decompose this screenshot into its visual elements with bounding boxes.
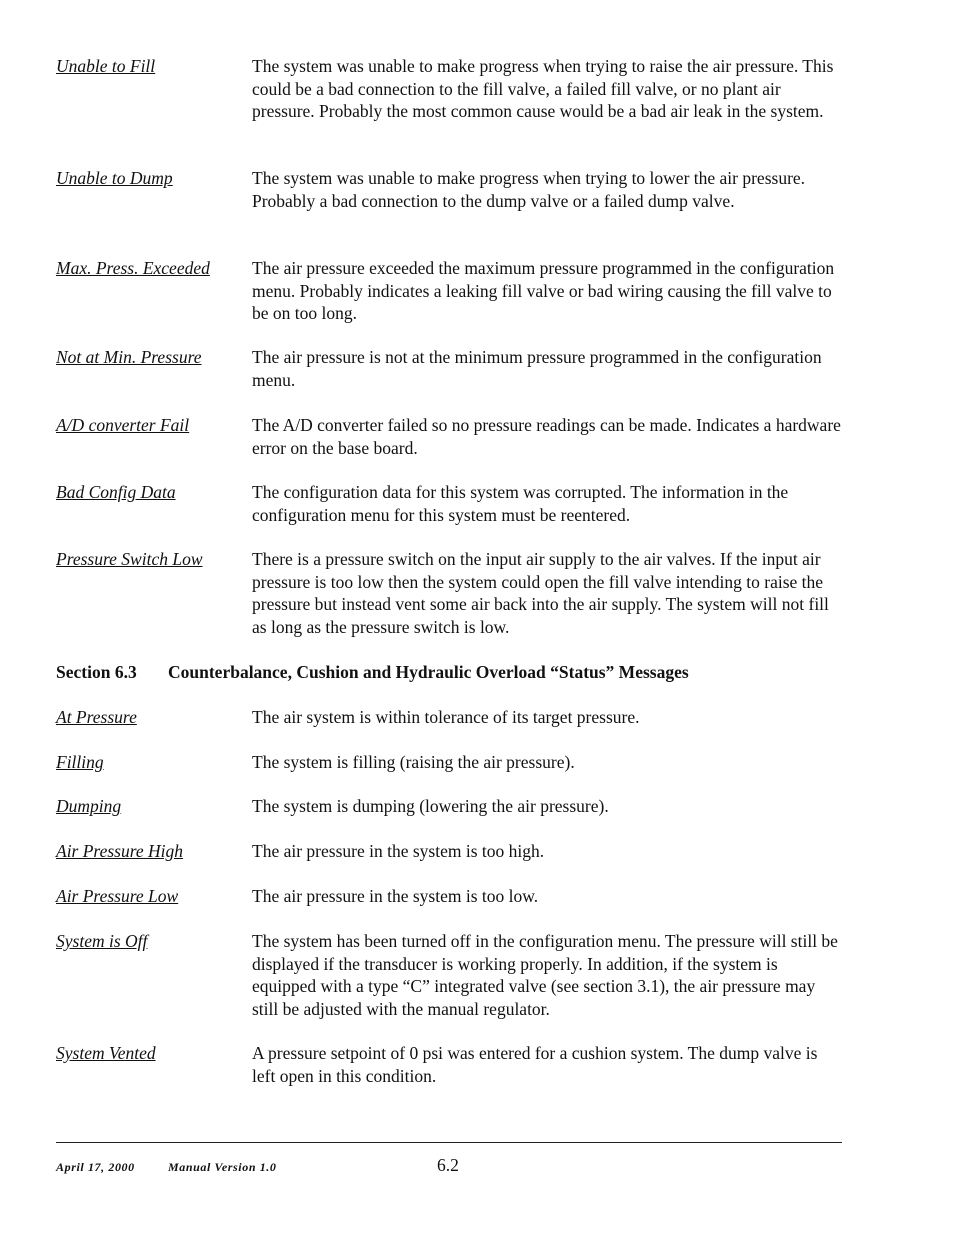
term: Dumping xyxy=(56,796,122,816)
description: The system was unable to make progress when trying to lower the air pressure. Probably a bad connection to the dump valve or a failed dump valve. xyxy=(252,168,806,211)
description: The configuration data for this system was corrupted. The information in the configuration menu for this system must be reentered. xyxy=(252,482,789,525)
footer-date: April 17, 2000 xyxy=(56,1160,135,1174)
term: A/D converter Fail xyxy=(56,415,190,435)
footer-divider xyxy=(56,1142,842,1143)
term: Bad Config Data xyxy=(56,482,176,502)
description: The system was unable to make progress when trying to raise the air pressure. This could be a bad connection to the fill valve, a failed fill valve, or no plant air pressure. Probably the most common cause would be a bad air leak in the system. xyxy=(252,56,834,121)
description: The air pressure in the system is too low. xyxy=(252,886,539,906)
description: A pressure setpoint of 0 psi was entered for a cushion system. The dump valve is left open in this condition. xyxy=(252,1043,818,1086)
description: The air system is within tolerance of its target pressure. xyxy=(252,707,640,727)
term: Air Pressure Low xyxy=(56,886,179,906)
term: Unable to Dump xyxy=(56,168,173,188)
description: The A/D converter failed so no pressure readings can be made. Indicates a hardware error on the base board. xyxy=(252,415,841,458)
term: System is Off xyxy=(56,931,148,951)
footer-version: Manual Version 1.0 xyxy=(168,1160,277,1174)
term: Max. Press. Exceeded xyxy=(56,258,210,278)
term: At Pressure xyxy=(56,707,137,727)
term: System Vented xyxy=(56,1043,156,1063)
term: Unable to Fill xyxy=(56,56,156,76)
description: The air pressure in the system is too high. xyxy=(252,841,545,861)
description: There is a pressure switch on the input air supply to the air valves. If the input air pressure is too low then the system could open the fill valve intending to raise the pressure but instead vent some air back into the air supply. The system will not fill as long as the pressure switch is low. xyxy=(252,549,829,637)
description: The air pressure is not at the minimum pressure programmed in the configuration menu. xyxy=(252,347,822,390)
section-title: Counterbalance, Cushion and Hydraulic Overload “Status” Messages xyxy=(168,662,689,682)
term: Air Pressure High xyxy=(56,841,184,861)
description: The system is filling (raising the air pressure). xyxy=(252,752,575,772)
term: Filling xyxy=(56,752,104,772)
page-number: 6.2 xyxy=(437,1155,459,1175)
section-number: Section 6.3 xyxy=(56,662,137,682)
term: Pressure Switch Low xyxy=(56,549,203,569)
description: The system has been turned off in the configuration menu. The pressure will still be displayed if the transducer is working properly. In addition, if the system is equipped with a type “C” integrated valve (see section 3.1), the air pressure may still be adjusted with the manual regulator. xyxy=(252,931,838,1019)
term: Not at Min. Pressure xyxy=(56,347,202,367)
description: The system is dumping (lowering the air pressure). xyxy=(252,796,609,816)
description: The air pressure exceeded the maximum pressure programmed in the configuration menu. Probably indicates a leaking fill valve or bad wiring causing the fill valve to be on too long. xyxy=(252,258,835,323)
